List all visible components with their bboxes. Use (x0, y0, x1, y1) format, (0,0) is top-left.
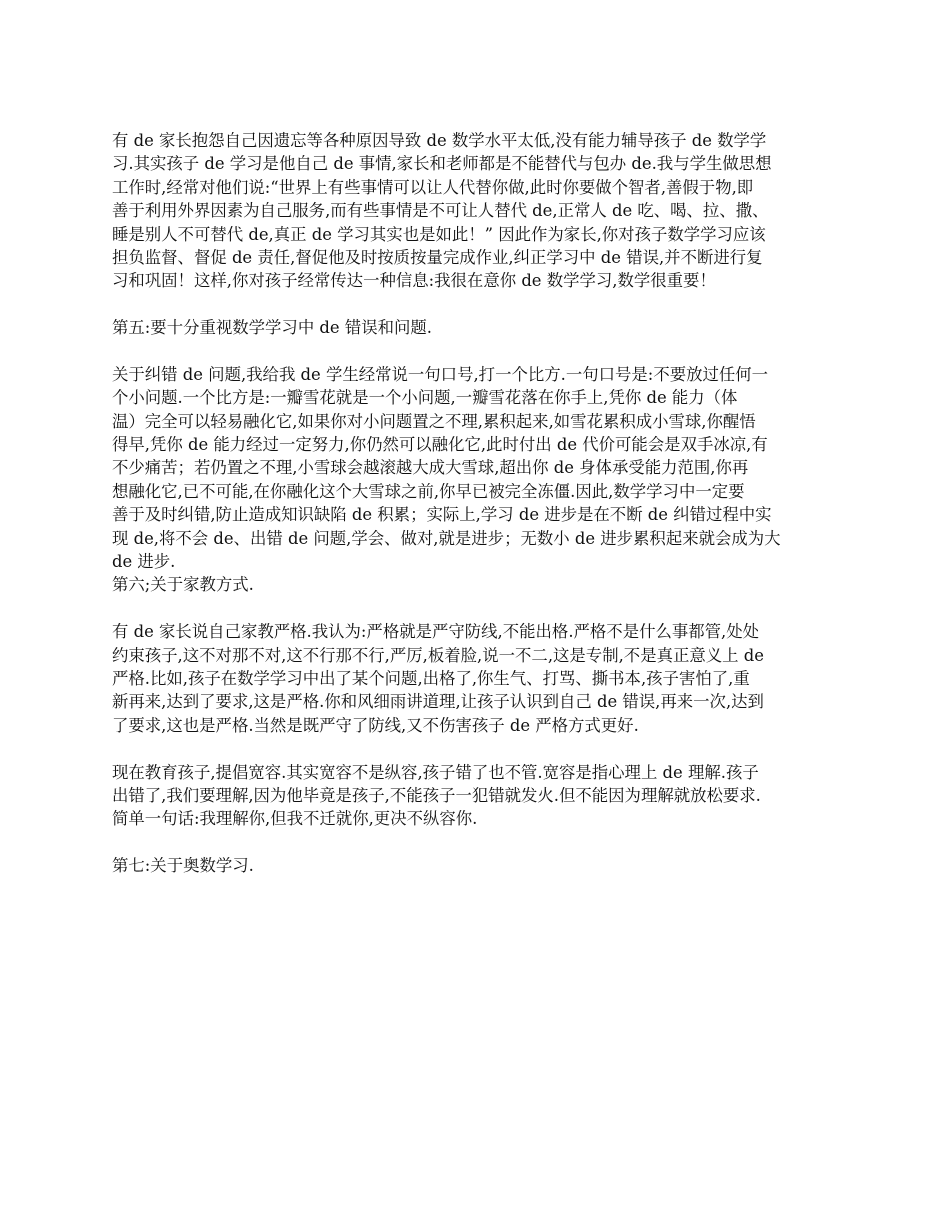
paragraph-spacer (112, 340, 847, 363)
paragraph-spacer (112, 831, 847, 854)
section-heading-six: 第六;关于家教方式. (112, 575, 254, 595)
section-heading-five (112, 316, 847, 339)
text-line: 约束孩子,这不对那不对,这不行那不行,严厉,板着脸,说一不二,这是专制,不是真正意义上 de (112, 645, 764, 665)
paragraph-strictness (112, 620, 847, 737)
text-line: 出错了,我们要理解,因为他毕竟是孩子,不能孩子一犯错就发火.但不能因为理解就放松要求. (112, 785, 761, 805)
paragraph-tolerance (112, 761, 847, 831)
text-line: 有 de 家长说自己家教严格.我认为:严格就是严守防线,不能出格.严格不是什么事都管,处处 (112, 622, 760, 642)
text-line: 个小问题.一个比方是:一瓣雪花就是一个小问题,一瓣雪花落在你手上,凭你 de 能力（体 (112, 388, 738, 408)
text-line: 想融化它,已不可能,在你融化这个大雪球之前,你早已被完全冻僵.因此,数学学习中一定要 (112, 481, 745, 501)
document-body (112, 129, 847, 878)
heading-line: 第七:关于奥数学习. (112, 856, 254, 876)
text-line: 得早,凭你 de 能力经过一定努力,你仍然可以融化它,此时付出 de 代价可能会是双手冰凉,有 (112, 435, 768, 455)
text-line: 现 de,将不会 de、出错 de 问题,学会、做对,就是进步；无数小 de 进步累积起来就会成为大 (112, 528, 781, 548)
text-line: 担负监督、督促 de 责任,督促他及时按质按量完成作业,纠正学习中 de 错误,并不断进行复 (112, 247, 763, 267)
text-line: 善于及时纠错,防止造成知识缺陷 de 积累；实际上,学习 de 进步是在不断 de 纠错过程中实 (112, 505, 772, 525)
text-line: 简单一句话:我理解你,但我不迁就你,更决不纵容你. (112, 809, 478, 829)
heading-line: 第五:要十分重视数学学习中 de 错误和问题. (112, 318, 432, 338)
paragraph-spacer (112, 737, 847, 760)
text-line: 睡是别人不可替代 de,真正 de 学习其实也是如此！” 因此作为家长,你对孩子数学学习应该 (112, 224, 766, 244)
text-line: 关于纠错 de 问题,我给我 de 学生经常说一句口号,打一个比方.一句口号是:不要放过任何一 (112, 364, 769, 384)
text-line: 了要求,这也是严格.当然是既严守了防线,又不伤害孩子 de 严格方式更好. (112, 715, 639, 735)
text-line: 新再来,达到了要求,这是严格.你和风细雨讲道理,让孩子认识到自己 de 错误,再来一次,达到 (112, 692, 764, 712)
text-line: 严格.比如,孩子在数学学习中出了某个问题,出格了,你生气、打骂、撕书本,孩子害怕了,重 (112, 668, 750, 688)
text-line: 温）完全可以轻易融化它,如果你对小问题置之不理,累积起来,如雪花累积成小雪球,你醒悟 (112, 411, 756, 431)
paragraph-spacer (112, 293, 847, 316)
text-line: 习和巩固！这样,你对孩子经常传达一种信息:我很在意你 de 数学学习,数学很重要！ (112, 271, 716, 291)
section-heading-seven (112, 854, 847, 877)
text-line: 工作时,经常对他们说:“世界上有些事情可以让人代替你做,此时你要做个智者,善假于物,即 (112, 177, 754, 197)
text-line: 善于利用外界因素为自己服务,而有些事情是不可让人替代 de,正常人 de 吃、喝、拉、撒、 (112, 201, 769, 221)
text-line: 现在教育孩子,提倡宽容.其实宽容不是纵容,孩子错了也不管.宽容是指心理上 de 理解.孩子 (112, 762, 759, 782)
text-line: 有 de 家长抱怨自己因遗忘等各种原因导致 de 数学水平太低,没有能力辅导孩子 de 数学学 (112, 131, 767, 150)
paragraph-error-correction (112, 363, 847, 597)
text-line: 习.其实孩子 de 学习是他自己 de 事情,家长和老师都是不能替代与包办 de.我与学生做思想 (112, 154, 772, 174)
paragraph-spacer (112, 597, 847, 620)
text-line: 不少痛苦；若仍置之不理,小雪球会越滚越大成大雪球,超出你 de 身体承受能力范围,你再 (112, 458, 749, 478)
paragraph-parent-responsibility (112, 129, 847, 293)
text-line: de 进步. (112, 552, 176, 572)
